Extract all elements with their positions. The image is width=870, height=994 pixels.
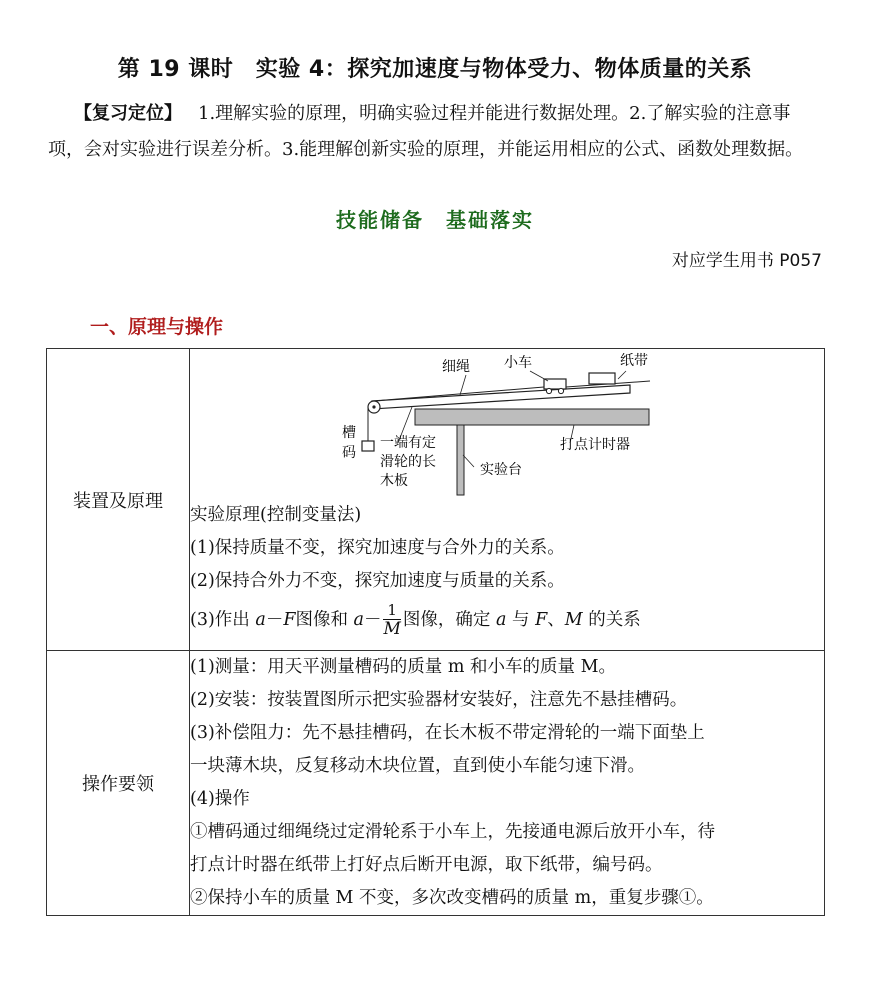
review-paragraph <box>48 96 824 168</box>
step-operate-2: ②保持小车的质量 M 不变，多次改变槽码的质量 m，重复步骤①。 <box>190 888 714 908</box>
section-banner: 技能储备 基础落实 <box>336 208 534 232</box>
principle-item-1: (1)保持质量不变，探究加速度与合外力的关系。 <box>190 538 565 558</box>
label-weight: 槽 <box>342 425 356 441</box>
table-leg <box>457 425 464 495</box>
table-row <box>47 349 825 651</box>
page-title: 第 19 课时 实验 4：探究加速度与物体受力、物体质量的关系 <box>117 57 753 82</box>
principle-item-2: (2)保持合外力不变，探究加速度与质量的关系。 <box>190 571 565 591</box>
step-measure: (1)测量：用天平测量槽码的质量 m 和小车的质量 M。 <box>190 657 616 677</box>
label-rope: 细绳 <box>442 359 470 375</box>
principle-title: 实验原理(控制变量法) <box>190 505 362 525</box>
step-operate-1b: 打点计时器在纸带上打好点后断开电源，取下纸带，编号码。 <box>190 855 663 875</box>
book-reference: 对应学生用书 P057 <box>671 251 822 271</box>
step-operate-1a: ①槽码通过细绳绕过定滑轮系于小车上，先接通电源后放开小车，待 <box>190 822 715 842</box>
review-tag: 【复习定位】 <box>74 103 182 124</box>
table-row <box>47 651 825 916</box>
step-install: (2)安装：按装置图所示把实验器材安装好，注意先不悬挂槽码。 <box>190 690 688 710</box>
section-heading: 一、原理与操作 <box>90 316 224 338</box>
label-table: 实验台 <box>480 462 522 478</box>
label-board-3: 木板 <box>380 473 408 489</box>
label-board-2: 滑轮的长 <box>380 454 436 470</box>
step-operate: (4)操作 <box>190 789 250 809</box>
row-label-operation: 操作要领 <box>47 651 190 916</box>
row-label-apparatus: 装置及原理 <box>47 349 190 651</box>
fraction-one-over-M: $\frac{1}{M}$ <box>383 601 401 639</box>
apparatus-cell <box>190 349 825 651</box>
principle-operation-table <box>46 348 825 916</box>
step-friction-2: 一块薄木块，反复移动木块位置，直到使小车能匀速下滑。 <box>190 756 645 776</box>
label-cart: 小车 <box>504 355 532 371</box>
step-friction-1: (3)补偿阻力：先不悬挂槽码，在长木板不带定滑轮的一端下面垫上 <box>190 723 705 743</box>
review-text: 1.理解实验的原理，明确实验过程并能进行数据处理。2.了解实验的注意事项，会对实验进行误差分析。3.能理解创新实验的原理，并能运用相应的公式、函数处理数据。 <box>48 103 804 160</box>
principle-item-3: (3)作出 a－F图像和 a－ $\frac{1}{M}$ 图像，确定 a 与 F、M 的关系 <box>190 601 641 639</box>
ticker-timer <box>589 373 615 384</box>
label-timer: 打点计时器 <box>560 437 630 453</box>
apparatus-diagram <box>330 351 670 497</box>
operation-cell <box>190 651 825 916</box>
label-weight-2: 码 <box>342 445 356 461</box>
label-tape: 纸带 <box>620 353 648 369</box>
long-board <box>372 385 630 409</box>
hanging-weight <box>362 441 374 451</box>
table-top <box>415 409 649 425</box>
label-board: 一端有定 <box>380 435 436 451</box>
